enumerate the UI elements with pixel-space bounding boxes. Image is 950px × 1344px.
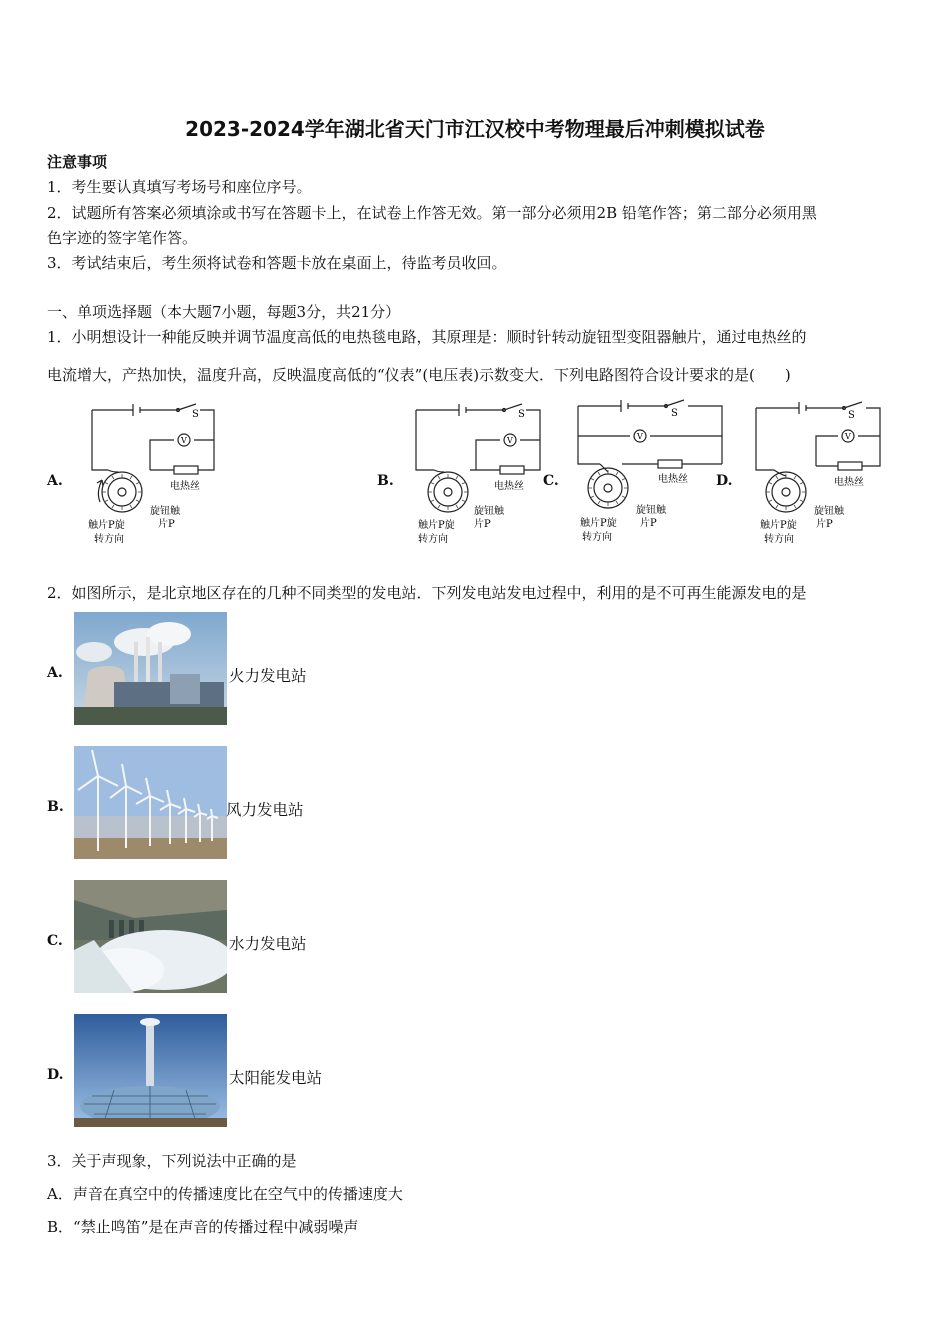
switch-label: S — [518, 409, 525, 420]
contact-label: 旋钮触 — [150, 506, 180, 517]
rotate-label: 触片P旋 — [760, 520, 797, 531]
notice-item: 2．试题所有答案必须填涂或书写在答题卡上，在试卷上作答无效。第一部分必须用2B 铅笔作答；第二部分必须用黑 — [47, 204, 817, 222]
rotate-label: 转方向 — [764, 534, 794, 545]
q2-option-a-text: 火力发电站 — [229, 667, 307, 685]
rotate-label: 转方向 — [582, 532, 612, 543]
q2-option-d-text: 太阳能发电站 — [229, 1069, 323, 1087]
notice-heading: 注意事项 — [47, 153, 108, 171]
q2-option-c-label: C. — [47, 933, 63, 949]
question-2-stem: 2．如图所示，是北京地区存在的几种不同类型的发电站．下列发电站发电过程中，利用的是不可再生能源发电的是 — [47, 584, 807, 602]
rotate-label: 触片P旋 — [88, 520, 125, 531]
q1-option-d-label: D. — [716, 473, 733, 489]
switch-label: S — [848, 410, 855, 421]
rotate-label: 触片P旋 — [580, 518, 617, 529]
circuit-diagram-b — [408, 398, 568, 553]
circuit-diagram-a — [78, 398, 238, 553]
voltmeter-label: V — [637, 432, 643, 441]
wind-power-station-photo — [74, 746, 227, 859]
contact-label: 片P — [816, 519, 833, 530]
voltmeter-label: V — [181, 436, 187, 445]
voltmeter-label: V — [507, 436, 513, 445]
q3-option-b: B．“禁止鸣笛”是在声音的传播过程中减弱噪声 — [47, 1218, 359, 1236]
circuit-diagram-c — [572, 396, 732, 551]
q2-option-b-text: 风力发电站 — [226, 801, 304, 819]
q2-option-a-label: A. — [47, 665, 63, 681]
q2-option-c-text: 水力发电站 — [229, 935, 307, 953]
question-1-stem: 1．小明想设计一种能反映并调节温度高低的电热毯电路，其原理是：顺时针转动旋钮型变阻器触片，通过电热丝的 — [47, 328, 807, 346]
contact-label: 片P — [640, 518, 657, 529]
heater-label: 电热丝 — [834, 477, 864, 488]
thermal-power-station-photo — [74, 612, 227, 725]
contact-label: 旋钮触 — [636, 505, 666, 516]
contact-label: 旋钮触 — [814, 506, 844, 517]
q3-option-a: A．声音在真空中的传播速度比在空气中的传播速度大 — [47, 1185, 403, 1203]
heater-label: 电热丝 — [494, 481, 524, 492]
voltmeter-label: V — [845, 432, 851, 441]
contact-label: 旋钮触 — [474, 506, 504, 517]
rotate-label: 触片P旋 — [418, 520, 455, 531]
q2-option-b-label: B. — [47, 799, 64, 815]
section-heading: 一、单项选择题（本大题7小题，每题3分，共21分） — [47, 303, 401, 321]
solar-power-station-photo — [74, 1014, 227, 1127]
q1-option-a-label: A. — [47, 473, 63, 489]
heater-label: 电热丝 — [170, 481, 200, 492]
question-3-stem: 3．关于声现象，下列说法中正确的是 — [47, 1152, 297, 1170]
switch-label: S — [671, 408, 678, 419]
contact-label: 片P — [158, 519, 175, 530]
circuit-diagram-d — [750, 398, 910, 553]
question-1-stem-cont: 电流增大，产热加快，温度升高，反映温度高低的“仪表”(电压表)示数变大．下列电路图符合设计要求的是( ) — [47, 366, 791, 384]
notice-item: 1．考生要认真填写考场号和座位序号。 — [47, 178, 312, 196]
q1-option-c-label: C. — [543, 473, 559, 489]
notice-item: 3．考试结束后，考生须将试卷和答题卡放在桌面上，待监考员收回。 — [47, 254, 507, 272]
hydro-power-station-photo — [74, 880, 227, 993]
switch-label: S — [192, 409, 199, 420]
q1-option-b-label: B. — [377, 473, 394, 489]
page-title: 2023-2024学年湖北省天门市江汉校中考物理最后冲刺模拟试卷 — [185, 117, 765, 141]
rotate-label: 转方向 — [418, 534, 448, 545]
notice-item: 色字迹的签字笔作答。 — [47, 229, 198, 247]
q2-option-d-label: D. — [47, 1067, 64, 1083]
heater-label: 电热丝 — [658, 474, 688, 485]
contact-label: 片P — [474, 519, 491, 530]
rotate-label: 转方向 — [94, 534, 124, 545]
